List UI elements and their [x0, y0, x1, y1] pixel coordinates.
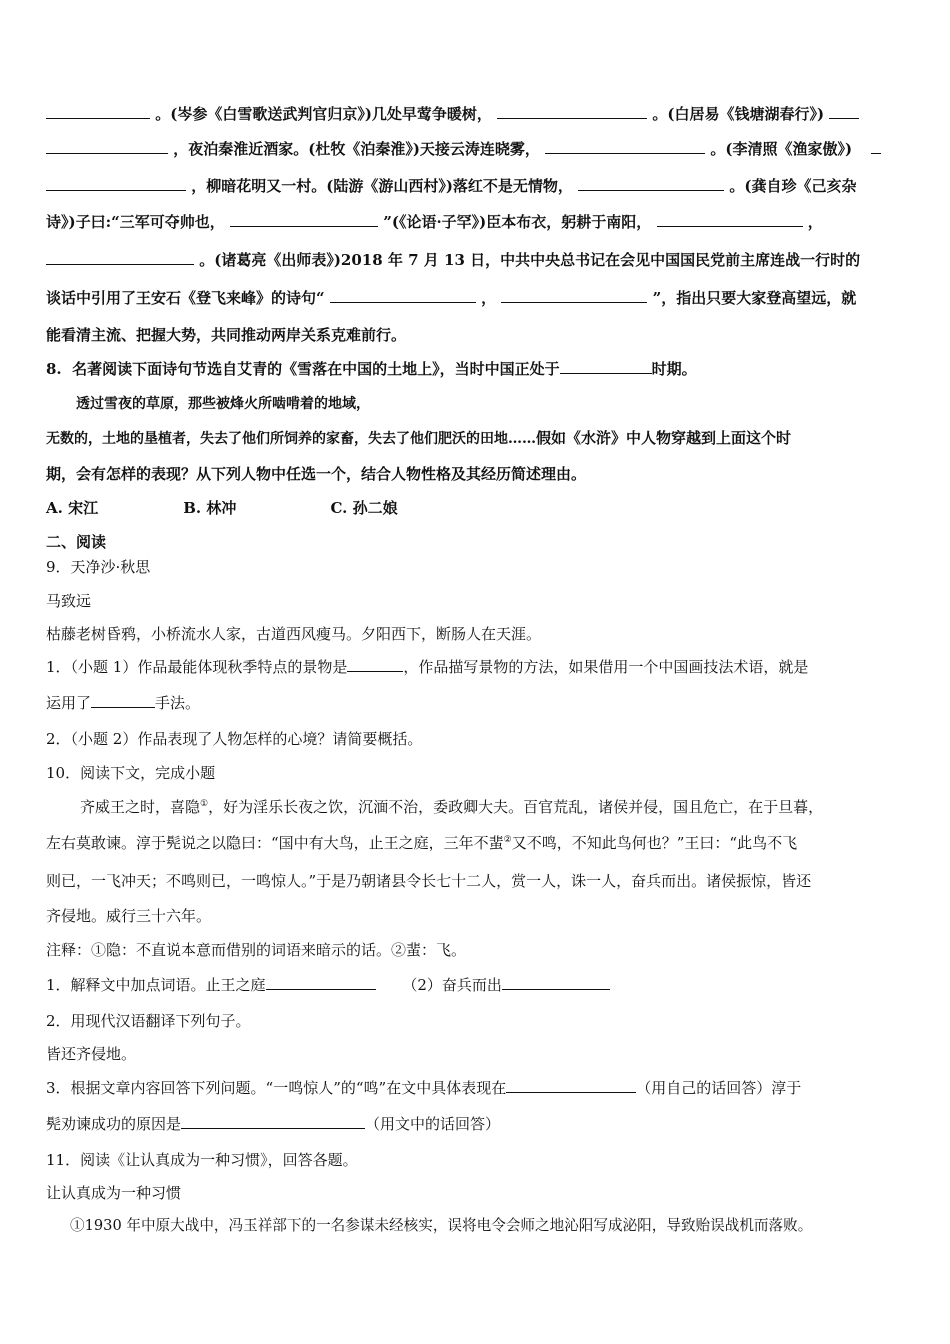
answer-blank[interactable] [545, 138, 705, 154]
answer-blank[interactable] [578, 175, 724, 191]
answer-blank[interactable] [266, 974, 376, 990]
poem-text: 枯藤老树昏鸦，小桥流水人家，古道西风瘦马。夕阳西下，断肠人在天涯。 [46, 625, 542, 643]
answer-blank[interactable] [46, 175, 186, 191]
answer-blank[interactable] [46, 138, 168, 154]
question-8: 8. 名著阅读下面诗句节选自艾青的《雪落在中国的土地上》，当时中国正处于 时期。 [46, 360, 697, 378]
question-10-title: 10．阅读下文，完成小题 [46, 764, 216, 782]
answer-blank[interactable] [657, 211, 803, 227]
question-8-options [46, 497, 906, 519]
article-paragraph-1: ①1930 年中原大战中，冯玉祥部下的一名参谋未经核实，误将电令会师之地沁阳写成泌阳，导致贻误战机而落败。 [70, 1217, 813, 1234]
question-9-sub-1-cont: 运用了 手法。 [46, 694, 201, 712]
passage-line-1: 齐威王之时，喜隐①，好为淫乐长夜之饮，沉湎不治，委政卿大夫。百官荒乱，诸侯并侵，国且危亡，在于旦暮， [80, 798, 824, 816]
article-title: 让认真成为一种习惯 [46, 1184, 182, 1202]
question-9-title: 9．天净沙·秋思 [46, 558, 151, 576]
option-b[interactable]: B. 林冲 [183, 499, 237, 517]
passage-line-4: 齐侵地。威行三十六年。 [46, 907, 212, 925]
question-10-sub-1: 1．解释文中加点词语。止王之庭 （2）奋兵而出 [46, 974, 906, 996]
answer-blank[interactable] [497, 103, 647, 119]
poetry-line-6: 谈话中引用了王安石《登飞来峰》的诗句“ ， ”，指出只要大家登高望远，就 [46, 289, 857, 307]
poetry-line-1: 。(岑参《白雪歌送武判官归京》)几处早莺争暖树， 。(白居易《钱塘湖春行》) [46, 103, 906, 125]
translate-sentence: 皆还齐侵地。 [46, 1045, 137, 1063]
answer-blank[interactable] [502, 974, 610, 990]
question-10-sub-3-cont: 髡劝谏成功的原因是 （用文中的话回答） [46, 1115, 501, 1133]
answer-blank[interactable] [230, 211, 378, 227]
answer-blank[interactable] [560, 358, 652, 374]
option-c[interactable]: C. 孙二娘 [330, 499, 398, 517]
answer-blank[interactable] [46, 103, 150, 119]
answer-blank[interactable] [501, 287, 647, 303]
poetry-line-7: 能看清主流、把握大势，共同推动两岸关系克难前行。 [46, 326, 407, 344]
answer-blank[interactable] [330, 287, 476, 303]
passage-line-2: 左右莫敢谏。淳于髡说之以隐曰：“国中有大鸟，止王之庭，三年不蜚②又不鸣，不知此鸟何也？”王曰：“此鸟不飞 [46, 834, 798, 852]
poem-author: 马致远 [46, 592, 92, 610]
poetry-line-2: ，夜泊秦淮近酒家。(杜牧《泊秦淮》)天接云涛连晓雾， 。(李清照《渔家傲》) [46, 138, 906, 160]
answer-blank[interactable] [506, 1077, 636, 1093]
answer-blank[interactable] [347, 656, 403, 672]
answer-blank[interactable] [46, 249, 194, 265]
question-8-prompt: 期，会有怎样的表现？从下列人物中任选一个，结合人物性格及其经历简述理由。 [46, 465, 587, 483]
answer-blank[interactable] [871, 138, 881, 154]
passage-notes: 注释：①隐：不直说本意而借别的词语来暗示的话。②蜚：飞。 [46, 941, 467, 959]
section-heading: 二、阅读 [46, 533, 107, 551]
question-11-title: 11．阅读《让认真成为一种习惯》，回答各题。 [46, 1151, 358, 1169]
answer-blank[interactable] [91, 692, 155, 708]
poetry-line-5: 。(诸葛亮《出师表》)2018 年 7 月 13 日，中共中央总书记在会见中国国民党前主席连战一行时的 [46, 249, 906, 271]
poem-excerpt-line-1: 透过雪夜的草原，那些被烽火所啮啃着的地域， [76, 396, 370, 412]
option-a[interactable]: A. 宋江 [46, 499, 99, 517]
answer-blank[interactable] [829, 103, 859, 119]
question-10-sub-2: 2．用现代汉语翻译下列句子。 [46, 1012, 251, 1030]
question-10-sub-3: 3．根据文章内容回答下列问题。“一鸣惊人”的“鸣”在文中具体表现在 （用自己的话回答）淳于 [46, 1079, 802, 1097]
poetry-line-3: ，柳暗花明又一村。(陆游《游山西村》)落红不是无情物， 。(龚自珍《己亥杂 [46, 175, 906, 197]
question-9-sub-2: 2．（小题 2）作品表现了人物怎样的心境？请简要概括。 [46, 730, 423, 748]
answer-blank[interactable] [181, 1113, 365, 1129]
poem-excerpt-line-2: 无数的，土地的垦植者，失去了他们所饲养的家畜，失去了他们肥沃的田地……假如《水浒》中人物穿越到上面这个时 [46, 429, 792, 447]
poetry-line-4: 诗》)子曰:“三军可夺帅也， ”(《论语·子罕》)臣本布衣，躬耕于南阳， ， [46, 213, 823, 231]
passage-line-3: 则已，一飞冲天；不鸣则已，一鸣惊人。”于是乃朝诸县令长七十二人，赏一人，诛一人，奋兵而出。诸侯振惊，皆还 [46, 872, 812, 890]
question-9-sub-1: 1．（小题 1）作品最能体现秋季特点的景物是 ，作品描写景物的方法，如果借用一个中国画技法术语，就是 [46, 658, 809, 676]
